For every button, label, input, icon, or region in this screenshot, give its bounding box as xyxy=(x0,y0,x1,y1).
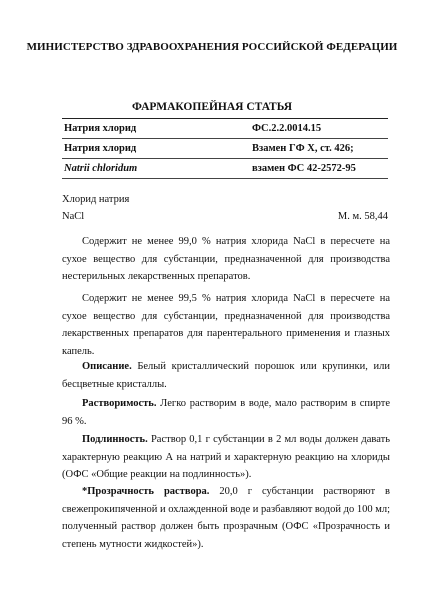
section-text: 20,0 г субстанции растворяют в свежепрокипяченной и охлажденной воде и разбавляют водой до 100 мл; полученный раствор должен быть прозрачным (ОФС «Прозрачность и степень мутности жидкостей»). xyxy=(62,486,390,550)
section-label: Подлинность. xyxy=(82,434,148,445)
meta-row-left: Natrii chloridum xyxy=(64,163,138,174)
meta-row-right: взамен ФС 42-2572-95 xyxy=(252,163,356,174)
section-description xyxy=(62,358,390,393)
section-identity xyxy=(62,431,390,484)
meta-row xyxy=(62,159,388,179)
molar-mass: М. м. 58,44 xyxy=(337,211,388,222)
meta-row-left: Натрия хлорид xyxy=(64,143,137,154)
section-text: Легко растворим в воде, мало растворим в спирте 96 %. xyxy=(62,398,390,427)
meta-row xyxy=(62,139,388,159)
section-label: Описание. xyxy=(82,361,132,372)
content-paragraph-1: Содержит не менее 99,0 % натрия хлорида NaCl в пересчете на сухое вещество для субстанции, предназначенной для производства нестерильных лекарственных препаратов. xyxy=(62,236,390,283)
meta-row-right: Взамен ГФ X, ст. 426; xyxy=(252,143,354,154)
ministry-heading: МИНИСТЕРСТВО ЗДРАВООХРАНЕНИЯ РОССИЙСКОЙ ФЕДЕРАЦИИ xyxy=(26,41,398,53)
section-text: Раствор 0,1 г субстанции в 2 мл воды должен давать характерную реакцию А на натрий и характерную реакцию на хлориды (ОФС «Общие реакции на подлинность»). xyxy=(62,434,390,481)
meta-row-left: Натрия хлорид xyxy=(64,123,137,134)
meta-row-rule xyxy=(62,178,388,179)
section-label: *Прозрачность раствора. xyxy=(82,486,210,497)
substance-formula: NaCl xyxy=(62,211,85,222)
document-title: ФАРМАКОПЕЙНАЯ СТАТЬЯ xyxy=(131,101,293,113)
meta-row xyxy=(62,119,388,139)
meta-row-right: ФС.2.2.0014.15 xyxy=(252,123,322,134)
section-label: Растворимость. xyxy=(82,398,157,409)
section-text: Белый кристаллический порошок или крупинки, или бесцветные кристаллы. xyxy=(62,361,390,390)
section-clarity xyxy=(62,483,390,553)
content-paragraph-2: Содержит не менее 99,5 % натрия хлорида NaCl в пересчете на сухое вещество для субстанции, предназначенной для производства лекарственных препаратов для парентерального применения и глазных капель. xyxy=(62,293,390,357)
section-solubility xyxy=(62,395,390,430)
substance-name: Хлорид натрия xyxy=(62,194,130,205)
